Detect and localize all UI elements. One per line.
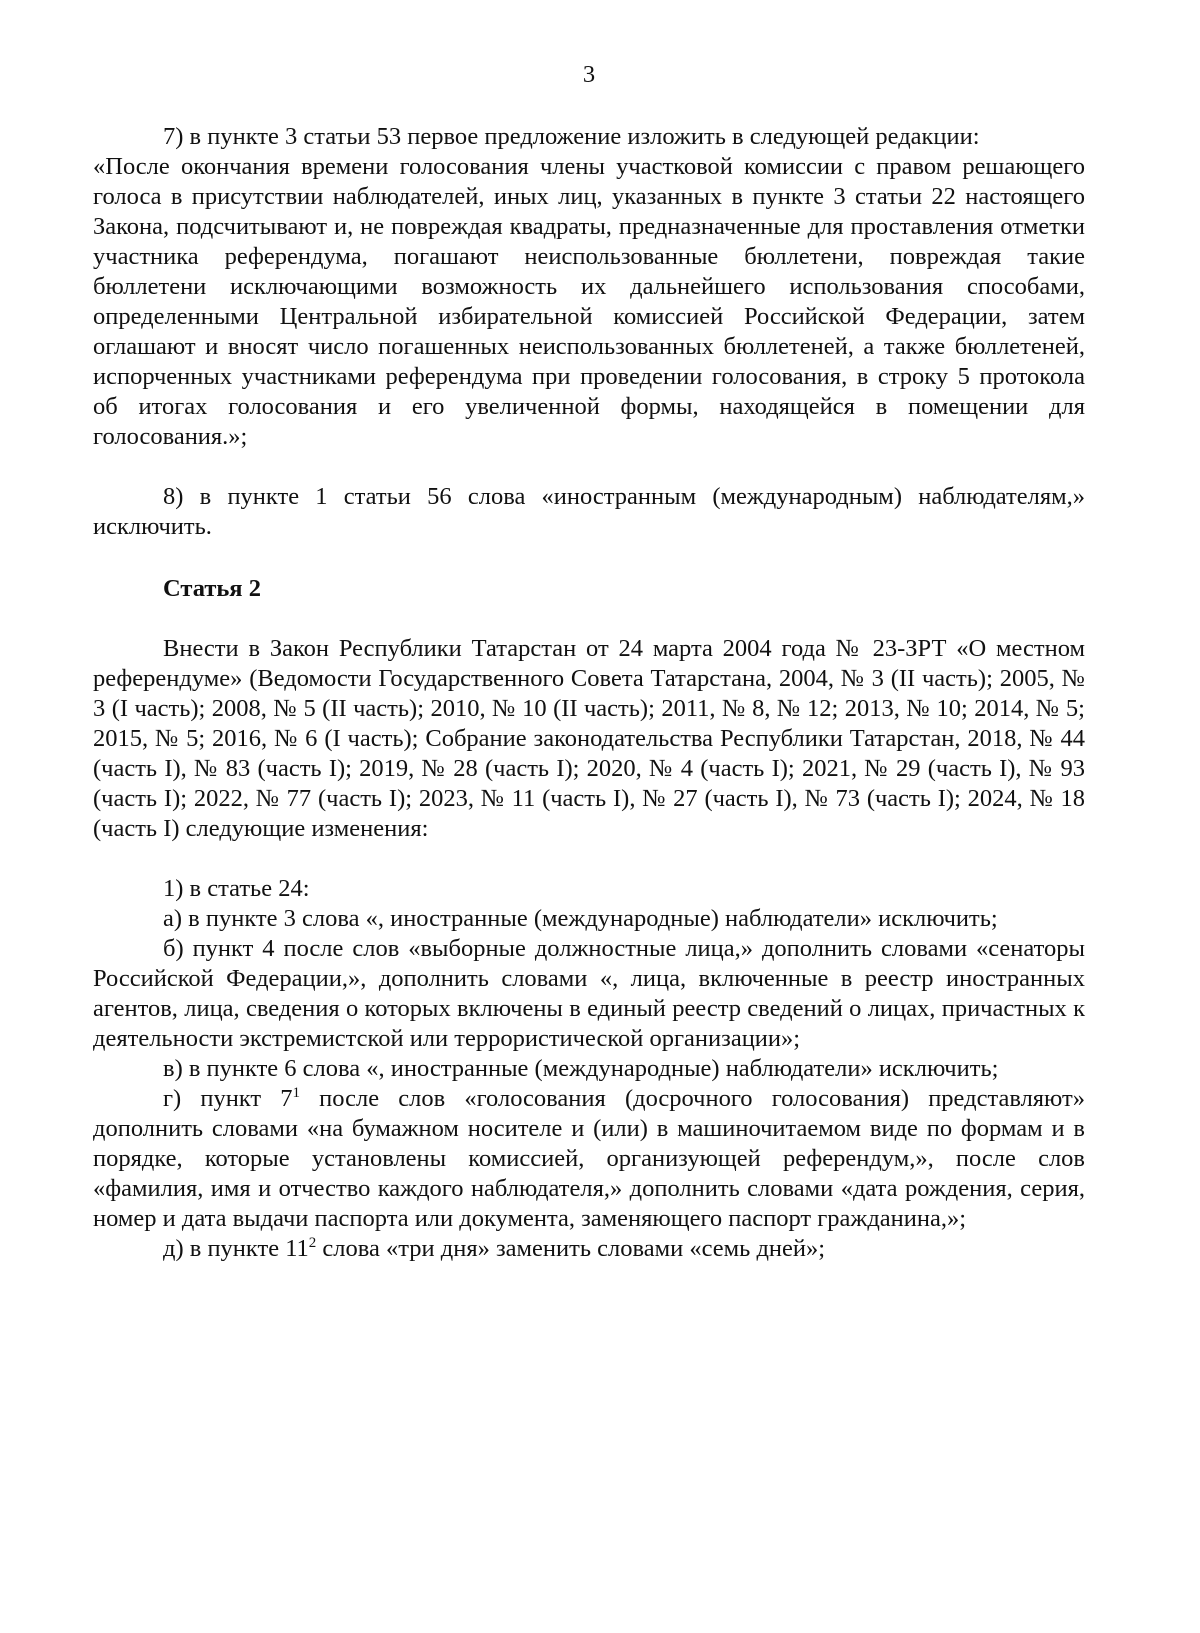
subitem-g-pre: г) пункт 7 — [163, 1085, 293, 1112]
subitem-g — [93, 1084, 1085, 1234]
subitem-d — [93, 1234, 1085, 1264]
subitem-1: 1) в статье 24: — [163, 875, 310, 902]
item-8: 8) в пункте 1 статьи 56 слова «иностранным (международным) наблюдателям,» исключить. — [93, 483, 1085, 540]
subitem-v: в) в пункте 6 слова «, иностранные (международные) наблюдатели» исключить; — [163, 1055, 999, 1082]
subitem-a: а) в пункте 3 слова «, иностранные (международные) наблюдатели» исключить; — [163, 905, 998, 932]
subitem-d-sup: 2 — [308, 1234, 317, 1251]
document-page — [93, 60, 1085, 1264]
subitem-b: б) пункт 4 после слов «выборные должностные лица,» дополнить словами «сенаторы Российской Федерации,», дополнить словами «, лица, включенные в реестр иностранных агентов, лица, сведения о которых включены в единый реестр сведений о лицах, причастных к деятельности экстремистской или террористической организации»; — [93, 935, 1085, 1052]
subitem-d-pre: д) в пункте 11 — [163, 1235, 309, 1262]
article-2-intro: Внести в Закон Республики Татарстан от 24 марта 2004 года № 23-ЗРТ «О местном референдуме» (Ведомости Государственного Совета Татарстана, 2004, № 3 (II часть); 2005, № 3 (I часть); 2008, № 5 (II часть); 2010, № 10 (II часть); 2011, № 8, № 12; 2013, № 10; 2014, № 5; 2015, № 5; 2016, № 6 (I часть); Собрание законодательства Республики Татарстан, 2018, № 44 (часть I), № 83 (часть I); 2019, № 28 (часть I); 2020, № 4 (часть I); 2021, № 29 (часть I), № 93 (часть I); 2022, № 77 (часть I); 2023, № 11 (часть I), № 27 (часть I), № 73 (часть I); 2024, № 18 (часть I) следующие изменения: — [93, 635, 1085, 842]
item-7-lead: 7) в пункте 3 статьи 53 первое предложение изложить в следующей редакции: — [163, 123, 980, 150]
item-7-body: «После окончания времени голосования члены участковой комиссии с правом решающего голоса в присутствии наблюдателей, иных лиц, указанных в пункте 3 статьи 22 настоящего Закона, подсчитывают и, не повреждая квадраты, предназначенные для проставления отметки участника референдума, погашают неиспользованные бюллетени, повреждая такие бюллетени исключающими возможность их дальнейшего использования способами, определенными Центральной избирательной комиссией Российской Федерации, затем оглашают и вносят число погашенных неиспользованных бюллетеней, а также бюллетеней, испорченных участниками референдума при проведении голосования, в строку 5 протокола об итогах голосования и его увеличенной формы, находящейся в помещении для голосования.»; — [93, 153, 1085, 450]
subitem-g-post: после слов «голосования (досрочного голосования) представляют» дополнить словами «на бумажном носителе и (или) в машиночитаемом виде по формам и в порядке, которые установлены комиссией, организующей референдум,», после слов «фамилия, имя и отчество каждого наблюдателя,» дополнить словами «дата рождения, серия, номер и дата выдачи паспорта или документа, заменяющего паспорт гражданина,»; — [93, 1085, 1085, 1232]
article-2-heading: Статья 2 — [163, 575, 261, 602]
page-number: 3 — [582, 61, 596, 88]
subitem-d-post: слова «три дня» заменить словами «семь дней»; — [316, 1235, 826, 1262]
subitem-g-sup: 1 — [292, 1084, 301, 1101]
